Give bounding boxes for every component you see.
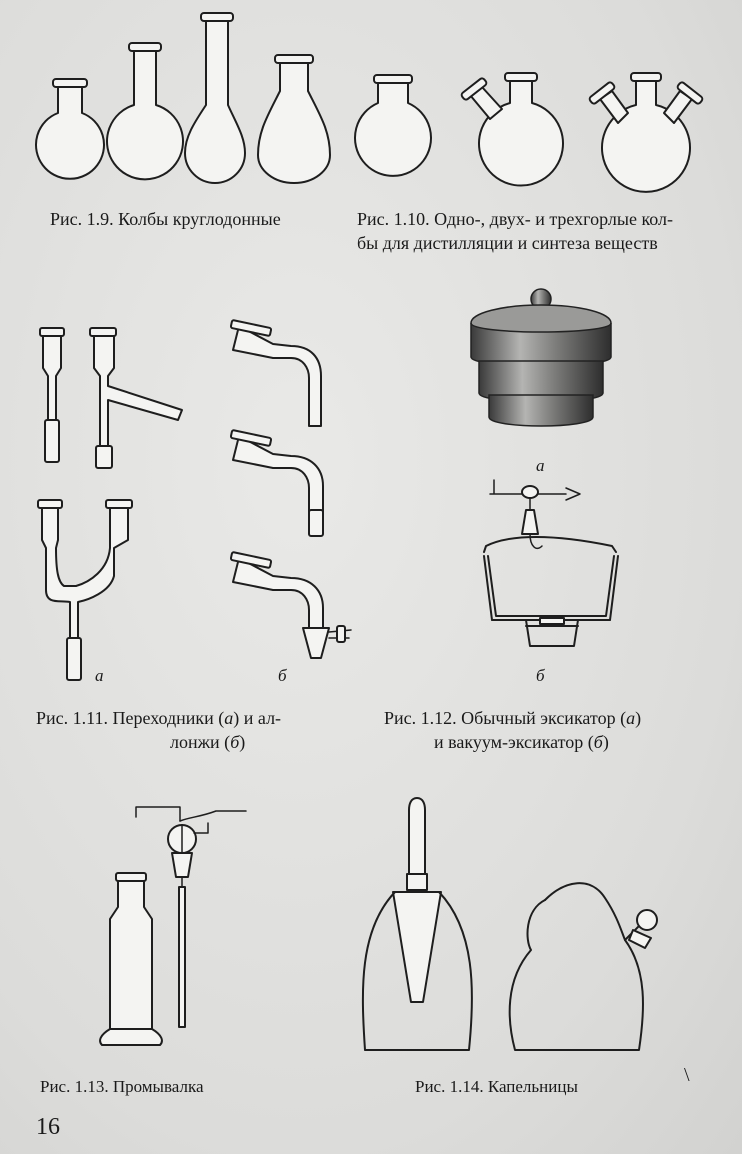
figure-1-12-sub-a: а (536, 456, 545, 475)
y-adapter (38, 500, 132, 680)
figure-1-11-caption-line1: Рис. 1.11. Переходники (а) и ал- (36, 708, 282, 728)
wash-bottle-illustration (90, 795, 260, 1065)
page-number: 16 (36, 1114, 60, 1140)
figure-1-11-caption-line2: лонжи (б) (170, 732, 246, 752)
allonges-illustration (225, 318, 365, 668)
long-neck-flask (185, 13, 245, 183)
figure-1-11-sub-b: б (278, 666, 287, 685)
straight-adapter (40, 328, 64, 462)
bent-allonge-2 (231, 430, 323, 536)
dropper-bottle-pipette (363, 798, 472, 1050)
single-neck-flask (355, 75, 431, 176)
vacuum-allonge (231, 552, 351, 658)
pear-shaped-flask (258, 55, 330, 183)
figure-1-10-caption-line1: Рис. 1.10. Одно-, двух- и трехгорлые кол- (357, 209, 674, 229)
two-neck-flask (461, 73, 563, 186)
round-flask-medium (107, 43, 183, 179)
adapters-illustration (30, 320, 200, 690)
figure-1-12-sub-b: б (536, 666, 545, 685)
figure-1-11-sub-a: а (95, 666, 104, 685)
ordinary-desiccator-illustration (465, 285, 635, 465)
desiccator-body (484, 537, 618, 646)
dropper-bottle-side-neck (510, 883, 657, 1050)
margin-mark: \ (684, 1064, 690, 1086)
three-neck-flask (589, 73, 704, 192)
dropping-bottles-illustration (355, 790, 695, 1070)
figure-1-12-caption-line1: Рис. 1.12. Обычный эксикатор (а) (384, 708, 642, 728)
figure-1-12-caption-line2: и вакуум-эксикатор (б) (434, 732, 609, 752)
vacuum-desiccator-illustration (470, 470, 640, 670)
figure-1-14-caption: Рис. 1.14. Капельницы (415, 1077, 578, 1096)
bent-allonge-1 (231, 320, 321, 426)
figure-1-13-caption: Рис. 1.13. Промывалка (40, 1077, 204, 1096)
wash-bottle-cylinder (100, 873, 162, 1045)
figure-1-9-caption: Рис. 1.9. Колбы круглодонные (50, 209, 281, 229)
multi-neck-flasks-illustration (350, 55, 712, 195)
figure-1-10-caption-line2: бы для дистилляции и синтеза веществ (357, 233, 658, 253)
round-flask-small (36, 79, 104, 179)
side-arm-adapter (90, 328, 182, 468)
round-bottom-flasks-illustration (30, 5, 340, 195)
